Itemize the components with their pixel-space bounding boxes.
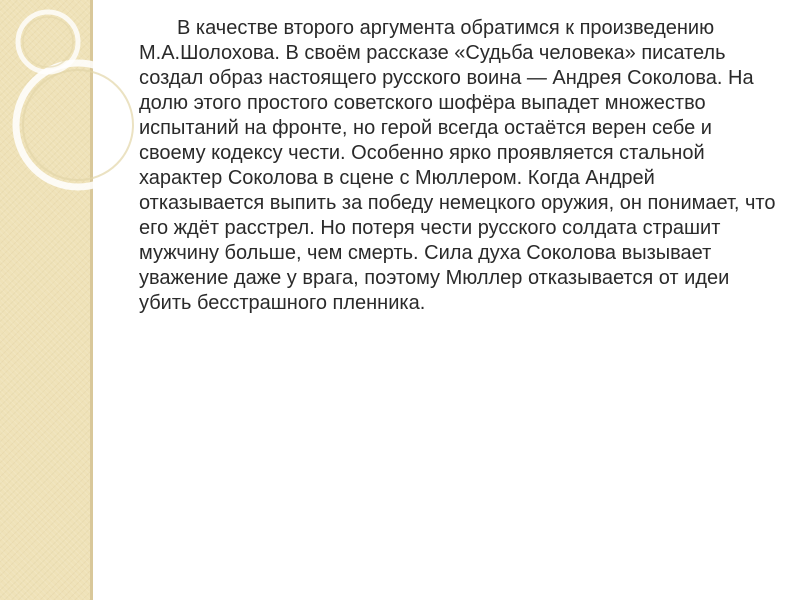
decorative-side-band (0, 0, 90, 600)
side-band-edge (90, 0, 93, 600)
body-paragraph: В качестве второго аргумента обратимся к произведению М.А.Шолохова. В своём рассказе «Судьба человека» писатель создал образ настоящего русского воина — Андрея Соколова. На долю этого простого советского шофёра выпадет множество испытаний на фронте, но герой всегда остаётся верен себе и своему кодексу чести. Особенно ярко проявляется стальной характер Соколова в сцене с Мюллером. Когда Андрей отказывается выпить за победу немецкого оружия, он понимает, что его ждёт расстрел. Но потеря чести русского солдата страшит мужчину больше, чем смерть. Сила духа Соколова вызывает уважение даже у врага, поэтому Мюллер отказывается от идеи убить бесстрашного пленника. (139, 17, 776, 314)
